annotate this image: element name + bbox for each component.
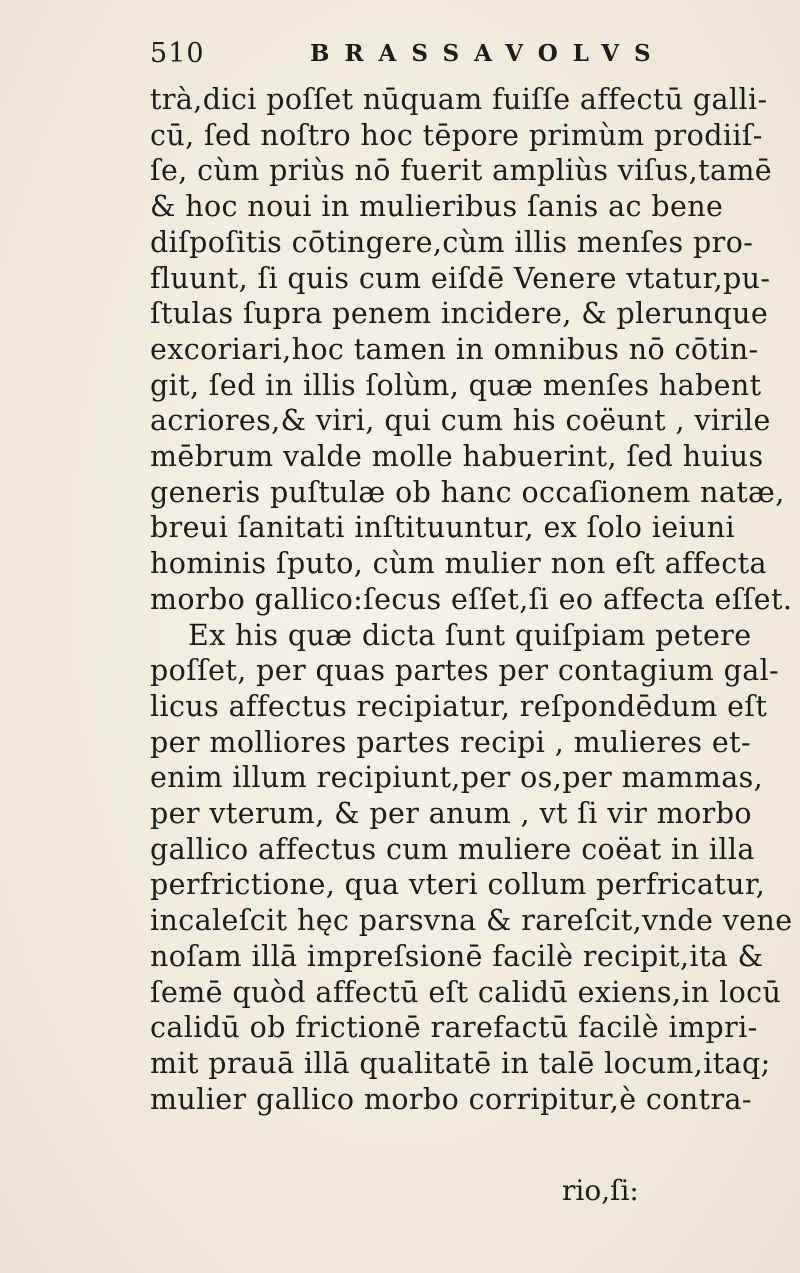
text-line: acriores,& viri, qui cum his coëunt , virile [150,404,771,438]
text-line: cū, ſed noſtro hoc tēpore primùm prodiiſ- [150,118,763,152]
text-line: hominis ſputo, cùm mulier non eſt affecta [150,547,767,581]
text-line: mulier gallico morbo corripitur,è contra- [150,1082,752,1116]
text-line: excoriari,hoc tamen in omnibus nō cōtin- [150,332,759,366]
text-line: trà,dici poſſet nūquam fuiſſe affectū galli- [150,83,768,116]
text-line: per vterum, & per anum , vt ſi vir morbo [150,797,752,831]
text-line: licus affectus recipiatur, reſpondēdum eſt [150,689,768,723]
text-line: mit prauā illā qualitatē in talē locum,itaq; [150,1046,771,1080]
paragraph-start-line: Ex his quæ dicta ſunt quiſpiam petere [188,618,752,652]
text-line: per molliores partes recipi , mulieres et- [150,725,752,759]
text-line: gallico affectus cum muliere coëat in illa [150,832,755,866]
page-number: 510 [150,38,205,69]
text-line: mēbrum valde molle habuerint, ſed huius [150,440,764,474]
running-title: BRASSAVOLVS [310,40,666,67]
text-line: ſtulas ſupra penem incidere, & plerunque [150,297,769,331]
text-line: incaleſcit hęc parsvna & rareſcit,vnde vene [150,904,793,938]
catchword: rio,ſi: [562,1174,639,1207]
text-line: enim illum recipiunt,per os,per mammas, [150,761,764,795]
text-line: ſemē quòd affectū eſt calidū exiens,in locū [150,975,782,1009]
text-line: perfrictione, qua vteri collum perfricatur, [150,868,766,902]
text-line: generis puſtulæ ob hanc occaſionem natæ, [150,475,785,509]
running-head [150,34,670,74]
text-line: noſam illā impreſsionē facilè recipit,ita & [150,939,764,973]
text-line: ſe, cùm priùs nō fuerit ampliùs viſus,tamē [150,154,773,188]
text-line: git, ſed in illis ſolùm, quæ menſes habent [150,368,762,402]
text-line: breui ſanitati inſtituuntur, ex ſolo ieiuni [150,511,736,545]
text-line: morbo gallico:ſecus eſſet,ſi eo affecta eſſet. [150,582,793,616]
text-line: calidū ob frictionē rarefactū facilè impri- [150,1011,758,1045]
text-line: fluunt, ſi quis cum eiſdē Venere vtatur,pu- [150,261,771,295]
text-line: & hoc noui in mulieribus ſanis ac bene [150,190,724,224]
text-line: diſpoſitis cōtingere,cùm illis menſes pro- [150,225,754,259]
body-text [150,82,793,1117]
text-line: poſſet, per quas partes per contagium gal- [150,654,780,688]
